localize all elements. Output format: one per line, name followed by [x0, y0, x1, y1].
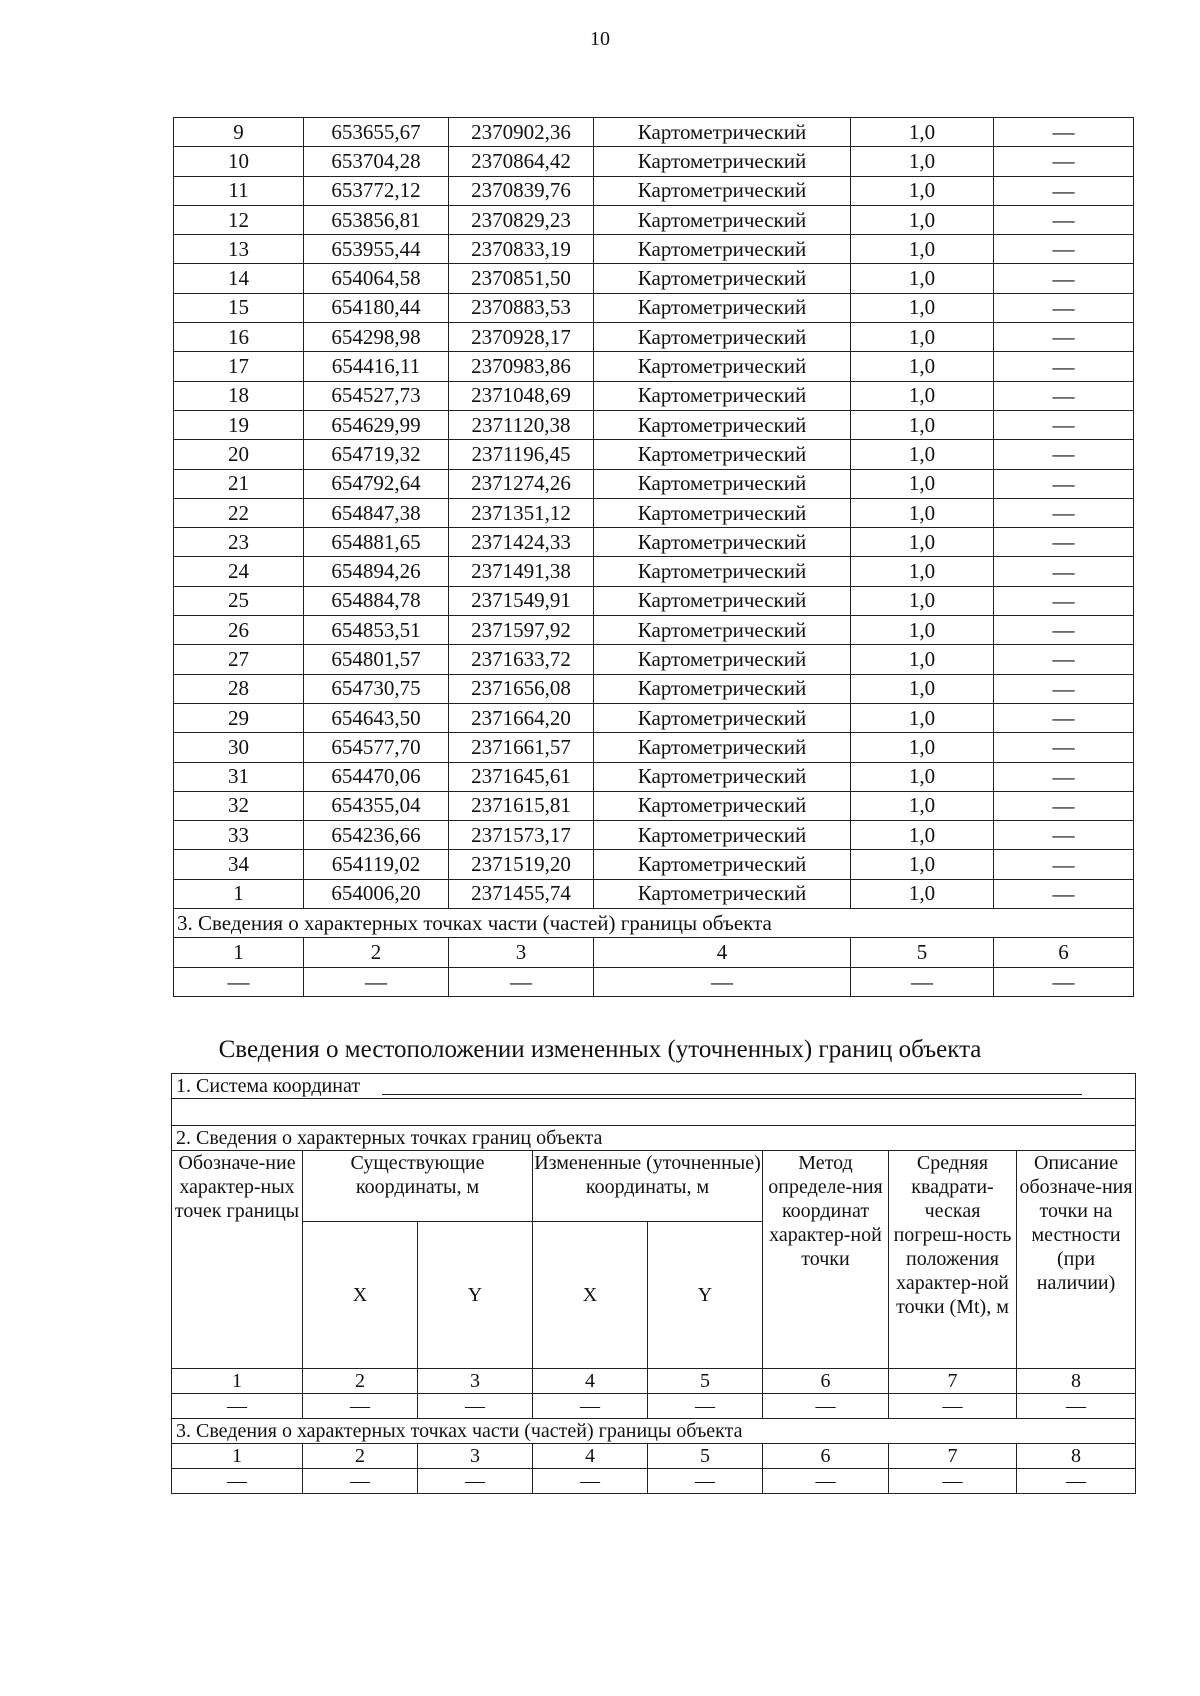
table-row	[174, 264, 1134, 293]
description: —	[994, 528, 1134, 557]
coord-y: 2370839,76	[449, 176, 594, 205]
col-number: 3	[418, 1444, 533, 1469]
method: Картометрический	[594, 498, 851, 527]
col-number: 6	[763, 1444, 889, 1469]
dash-cell: —	[889, 1394, 1017, 1419]
method: Картометрический	[594, 586, 851, 615]
coord-x: 653856,81	[304, 205, 449, 234]
table-row	[174, 176, 1134, 205]
coord-x: 654894,26	[304, 557, 449, 586]
dash-cell: —	[172, 1394, 303, 1419]
description: —	[994, 879, 1134, 908]
description: —	[994, 118, 1134, 147]
point-number: 14	[174, 264, 304, 293]
mt-value: 1,0	[851, 879, 994, 908]
table-row	[174, 323, 1134, 352]
section3-title: 3. Сведения о характерных точках части (частей) границы объекта	[174, 909, 1134, 938]
method: Картометрический	[594, 616, 851, 645]
description: —	[994, 762, 1134, 791]
method: Картометрический	[594, 821, 851, 850]
col-number: 3	[449, 938, 594, 967]
mt-value: 1,0	[851, 410, 994, 439]
method: Картометрический	[594, 557, 851, 586]
table-row	[174, 205, 1134, 234]
method: Картометрический	[594, 264, 851, 293]
mt-value: 1,0	[851, 352, 994, 381]
dash-cell: —	[994, 967, 1134, 996]
method: Картометрический	[594, 674, 851, 703]
description: —	[994, 381, 1134, 410]
section3-numbers-row	[174, 938, 1134, 967]
coord-x: 654853,51	[304, 616, 449, 645]
header-row-1	[172, 1151, 1136, 1222]
section3-numbers-row	[172, 1444, 1136, 1469]
table-row	[174, 616, 1134, 645]
description: —	[994, 352, 1134, 381]
mt-value: 1,0	[851, 118, 994, 147]
point-number: 33	[174, 821, 304, 850]
method: Картометрический	[594, 235, 851, 264]
col-number: 4	[533, 1444, 648, 1469]
point-number: 15	[174, 293, 304, 322]
col-number: 2	[304, 938, 449, 967]
section3-dash-row	[174, 967, 1134, 996]
col-number: 2	[303, 1444, 418, 1469]
point-number: 29	[174, 703, 304, 732]
mt-value: 1,0	[851, 147, 994, 176]
dash-cell: —	[418, 1394, 533, 1419]
method: Картометрический	[594, 440, 851, 469]
table-row	[174, 645, 1134, 674]
section3-title-row	[174, 909, 1134, 938]
table-row	[174, 352, 1134, 381]
coord-y: 2371664,20	[449, 703, 594, 732]
point-number: 13	[174, 235, 304, 264]
coord-system-row	[172, 1074, 1136, 1099]
coord-y: 2371196,45	[449, 440, 594, 469]
coord-y: 2370833,19	[449, 235, 594, 264]
table-row	[174, 235, 1134, 264]
coord-x: 654801,57	[304, 645, 449, 674]
coord-x: 654884,78	[304, 586, 449, 615]
point-number: 31	[174, 762, 304, 791]
coord-x: 654119,02	[304, 850, 449, 879]
coord-x: 654730,75	[304, 674, 449, 703]
page-number: 10	[590, 28, 610, 50]
method: Картометрический	[594, 293, 851, 322]
col-number: 5	[648, 1444, 763, 1469]
coord-y: 2370829,23	[449, 205, 594, 234]
point-number: 26	[174, 616, 304, 645]
method: Картометрический	[594, 410, 851, 439]
dash-cell: —	[851, 967, 994, 996]
mt-value: 1,0	[851, 323, 994, 352]
point-number: 1	[174, 879, 304, 908]
table-row	[174, 293, 1134, 322]
table-row	[174, 147, 1134, 176]
dash-cell: —	[889, 1469, 1017, 1494]
description: —	[994, 205, 1134, 234]
point-number: 12	[174, 205, 304, 234]
method: Картометрический	[594, 762, 851, 791]
point-number: 16	[174, 323, 304, 352]
header-x-existing: X	[303, 1222, 418, 1369]
coord-y: 2371455,74	[449, 879, 594, 908]
method: Картометрический	[594, 879, 851, 908]
table-row	[174, 821, 1134, 850]
coord-system-label: 1. Система координат	[176, 1075, 361, 1097]
table-row	[174, 410, 1134, 439]
coord-y: 2371120,38	[449, 410, 594, 439]
header-y-changed: Y	[648, 1222, 763, 1369]
point-number: 19	[174, 410, 304, 439]
table-row	[174, 557, 1134, 586]
coord-system-blank-line	[382, 1080, 1082, 1095]
coord-y: 2371661,57	[449, 733, 594, 762]
header-existing-coords: Существующие координаты, м	[303, 1151, 533, 1222]
dash-cell: —	[763, 1469, 889, 1494]
coord-x: 654355,04	[304, 791, 449, 820]
dash-cell: —	[648, 1469, 763, 1494]
mt-value: 1,0	[851, 176, 994, 205]
section3-dash-row	[172, 1469, 1136, 1494]
blank-cell	[172, 1099, 1136, 1126]
coord-x: 654643,50	[304, 703, 449, 732]
coord-x: 654470,06	[304, 762, 449, 791]
description: —	[994, 293, 1134, 322]
point-number: 24	[174, 557, 304, 586]
mt-value: 1,0	[851, 264, 994, 293]
dash-cell: —	[1017, 1469, 1136, 1494]
method: Картометрический	[594, 850, 851, 879]
dash-cell: —	[303, 1469, 418, 1494]
table-row	[174, 440, 1134, 469]
description: —	[994, 791, 1134, 820]
table-row	[174, 733, 1134, 762]
table-row	[174, 762, 1134, 791]
point-number: 17	[174, 352, 304, 381]
mt-value: 1,0	[851, 528, 994, 557]
dash-cell: —	[648, 1394, 763, 1419]
col-number: 4	[594, 938, 851, 967]
coord-y: 2371645,61	[449, 762, 594, 791]
table-row	[174, 586, 1134, 615]
method: Картометрический	[594, 323, 851, 352]
header-method: Метод определе-ния координат характер-ной точки	[763, 1151, 889, 1369]
point-number: 20	[174, 440, 304, 469]
method: Картометрический	[594, 645, 851, 674]
coord-system-blank-row	[172, 1099, 1136, 1126]
description: —	[994, 440, 1134, 469]
coord-x: 654180,44	[304, 293, 449, 322]
table-row	[174, 703, 1134, 732]
coord-x: 653655,67	[304, 118, 449, 147]
coord-y: 2370983,86	[449, 352, 594, 381]
mt-value: 1,0	[851, 850, 994, 879]
point-number: 21	[174, 469, 304, 498]
coord-x: 654847,38	[304, 498, 449, 527]
col-number: 5	[851, 938, 994, 967]
dash-cell: —	[303, 1394, 418, 1419]
coord-x: 654416,11	[304, 352, 449, 381]
coord-y: 2371351,12	[449, 498, 594, 527]
table-row	[174, 791, 1134, 820]
description: —	[994, 235, 1134, 264]
mt-value: 1,0	[851, 762, 994, 791]
col-number: 6	[994, 938, 1134, 967]
coord-y: 2371274,26	[449, 469, 594, 498]
dash-cell: —	[304, 967, 449, 996]
coord-y: 2370902,36	[449, 118, 594, 147]
method: Картометрический	[594, 352, 851, 381]
description: —	[994, 733, 1134, 762]
dash-cell: —	[533, 1469, 648, 1494]
mt-value: 1,0	[851, 586, 994, 615]
dash-cell: —	[594, 967, 851, 996]
coord-y: 2370883,53	[449, 293, 594, 322]
col-number: 1	[174, 938, 304, 967]
coord-y: 2370851,50	[449, 264, 594, 293]
dash-cell: —	[533, 1394, 648, 1419]
table-row	[174, 674, 1134, 703]
boundary-points-table	[173, 117, 1134, 997]
point-number: 11	[174, 176, 304, 205]
coord-x: 654298,98	[304, 323, 449, 352]
header-designation: Обозначе-ние характер-ных точек границы	[172, 1151, 303, 1369]
coord-x: 654236,66	[304, 821, 449, 850]
description: —	[994, 616, 1134, 645]
description: —	[994, 850, 1134, 879]
description: —	[994, 469, 1134, 498]
mt-value: 1,0	[851, 645, 994, 674]
mt-value: 1,0	[851, 733, 994, 762]
coord-y: 2371519,20	[449, 850, 594, 879]
mt-value: 1,0	[851, 293, 994, 322]
mt-value: 1,0	[851, 205, 994, 234]
point-number: 10	[174, 147, 304, 176]
col-number: 4	[533, 1369, 648, 1394]
coord-y: 2371656,08	[449, 674, 594, 703]
col-number: 8	[1017, 1444, 1136, 1469]
mt-value: 1,0	[851, 557, 994, 586]
method: Картометрический	[594, 469, 851, 498]
coord-x: 654719,32	[304, 440, 449, 469]
dash-cell: —	[763, 1394, 889, 1419]
method: Картометрический	[594, 703, 851, 732]
coord-x: 654064,58	[304, 264, 449, 293]
coord-y: 2371048,69	[449, 381, 594, 410]
description: —	[994, 586, 1134, 615]
description: —	[994, 645, 1134, 674]
method: Картометрический	[594, 176, 851, 205]
table-row	[174, 498, 1134, 527]
coord-y: 2371633,72	[449, 645, 594, 674]
coord-y: 2371573,17	[449, 821, 594, 850]
coord-x: 654527,73	[304, 381, 449, 410]
description: —	[994, 323, 1134, 352]
point-number: 28	[174, 674, 304, 703]
method: Картометрический	[594, 118, 851, 147]
numbers-row	[172, 1369, 1136, 1394]
point-number: 32	[174, 791, 304, 820]
coord-x: 654792,64	[304, 469, 449, 498]
coord-x: 653955,44	[304, 235, 449, 264]
dash-cell: —	[174, 967, 304, 996]
coord-y: 2371615,81	[449, 791, 594, 820]
table-row	[174, 879, 1134, 908]
description: —	[994, 557, 1134, 586]
table-row	[174, 469, 1134, 498]
mt-value: 1,0	[851, 381, 994, 410]
coord-y: 2371597,92	[449, 616, 594, 645]
point-number: 34	[174, 850, 304, 879]
section2-title: 2. Сведения о характерных точках границ объекта	[172, 1126, 1136, 1151]
coord-x: 654629,99	[304, 410, 449, 439]
dash-cell: —	[418, 1469, 533, 1494]
mt-value: 1,0	[851, 821, 994, 850]
description: —	[994, 176, 1134, 205]
mt-value: 1,0	[851, 469, 994, 498]
col-number: 7	[889, 1444, 1017, 1469]
col-number: 7	[889, 1369, 1017, 1394]
mt-value: 1,0	[851, 791, 994, 820]
method: Картометрический	[594, 733, 851, 762]
coord-x: 654006,20	[304, 879, 449, 908]
dash-cell: —	[172, 1469, 303, 1494]
mt-value: 1,0	[851, 498, 994, 527]
point-number: 25	[174, 586, 304, 615]
description: —	[994, 674, 1134, 703]
changed-boundaries-table	[171, 1073, 1136, 1494]
table-row	[174, 381, 1134, 410]
method: Картометрический	[594, 147, 851, 176]
table-row	[174, 850, 1134, 879]
dash-row	[172, 1394, 1136, 1419]
coord-x: 653772,12	[304, 176, 449, 205]
coord-y: 2371424,33	[449, 528, 594, 557]
description: —	[994, 498, 1134, 527]
coord-x: 653704,28	[304, 147, 449, 176]
coord-x: 654881,65	[304, 528, 449, 557]
header-description: Описание обозначе-ния точки на местности (при наличии)	[1017, 1151, 1136, 1369]
method: Картометрический	[594, 528, 851, 557]
header-x-changed: X	[533, 1222, 648, 1369]
description: —	[994, 147, 1134, 176]
point-number: 27	[174, 645, 304, 674]
point-number: 18	[174, 381, 304, 410]
point-number: 22	[174, 498, 304, 527]
coord-y: 2370928,17	[449, 323, 594, 352]
method: Картометрический	[594, 791, 851, 820]
mt-value: 1,0	[851, 703, 994, 732]
description: —	[994, 703, 1134, 732]
method: Картометрический	[594, 205, 851, 234]
changed-boundaries-heading: Сведения о местоположении измененных (уточненных) границ объекта	[218, 1036, 982, 1063]
method: Картометрический	[594, 381, 851, 410]
header-changed-coords: Измененные (уточненные) координаты, м	[533, 1151, 763, 1222]
header-y-existing: Y	[418, 1222, 533, 1369]
col-number: 2	[303, 1369, 418, 1394]
dash-cell: —	[1017, 1394, 1136, 1419]
col-number: 1	[172, 1369, 303, 1394]
col-number: 3	[418, 1369, 533, 1394]
point-number: 9	[174, 118, 304, 147]
col-number: 1	[172, 1444, 303, 1469]
col-number: 5	[648, 1369, 763, 1394]
description: —	[994, 410, 1134, 439]
coord-y: 2371549,91	[449, 586, 594, 615]
section3-title: 3. Сведения о характерных точках части (частей) границы объекта	[172, 1419, 1136, 1444]
section2-title-row	[172, 1126, 1136, 1151]
point-number: 30	[174, 733, 304, 762]
coord-system-cell	[172, 1074, 1136, 1099]
section3-title-row	[172, 1419, 1136, 1444]
mt-value: 1,0	[851, 235, 994, 264]
mt-value: 1,0	[851, 616, 994, 645]
coord-y: 2370864,42	[449, 147, 594, 176]
table-row	[174, 118, 1134, 147]
point-number: 23	[174, 528, 304, 557]
coord-x: 654577,70	[304, 733, 449, 762]
table-row	[174, 528, 1134, 557]
mt-value: 1,0	[851, 440, 994, 469]
col-number: 6	[763, 1369, 889, 1394]
description: —	[994, 821, 1134, 850]
header-mt: Средняя квадрати-ческая погреш-ность положения характер-ной точки (Mt), м	[889, 1151, 1017, 1369]
col-number: 8	[1017, 1369, 1136, 1394]
description: —	[994, 264, 1134, 293]
coord-y: 2371491,38	[449, 557, 594, 586]
mt-value: 1,0	[851, 674, 994, 703]
dash-cell: —	[449, 967, 594, 996]
